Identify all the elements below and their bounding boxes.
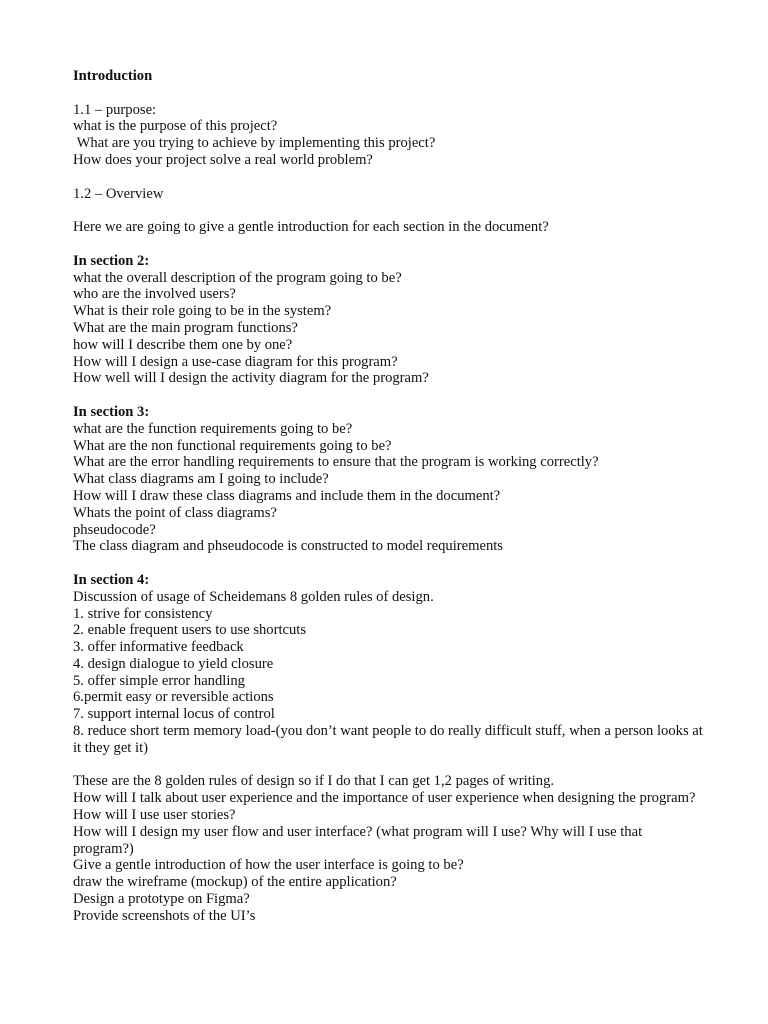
- spacer: [73, 757, 703, 774]
- purpose-heading: 1.1 – purpose:: [73, 101, 157, 118]
- spacer: [73, 202, 703, 219]
- section4-heading: In section 4:: [73, 571, 150, 588]
- spacer: [73, 555, 703, 572]
- section2-line: How will I design a use-case diagram for this program?: [73, 353, 398, 370]
- section4-closing-line: Provide screenshots of the UI’s: [73, 907, 256, 924]
- section4-closing-line: These are the 8 golden rules of design so if I do that I can get 1,2 pages of writing.: [73, 773, 555, 790]
- spacer: [73, 85, 703, 102]
- document-body: [73, 68, 707, 925]
- section4-closing-line: draw the wireframe (mockup) of the entire application?: [73, 874, 397, 891]
- golden-rule-item: 8. reduce short term memory load-(you don’t want people to do really difficult stuff, when a person looks at it they get it): [73, 723, 707, 756]
- section2-line: What is their role going to be in the system?: [73, 303, 332, 320]
- section4-closing-line: How will I use user stories?: [73, 807, 236, 824]
- purpose-line: What are you trying to achieve by implementing this project?: [73, 135, 436, 152]
- golden-rule-item: 3. offer informative feedback: [73, 639, 244, 656]
- section4-closing-line: How will I design my user flow and user interface? (what program will I use? Why will I use that program?): [73, 823, 646, 857]
- spacer: [73, 236, 703, 253]
- section3-line: what are the function requirements going to be?: [73, 420, 353, 437]
- golden-rule-item: 4. design dialogue to yield closure: [73, 655, 274, 672]
- section2-heading: In section 2:: [73, 252, 150, 269]
- section4-closing-line: Give a gentle introduction of how the user interface is going to be?: [73, 857, 464, 874]
- golden-rule-item: 1. strive for consistency: [73, 605, 213, 622]
- spacer: [73, 387, 703, 404]
- golden-rule-item: 7. support internal locus of control: [73, 706, 275, 723]
- section3-line: What are the error handling requirements to ensure that the program is working correctly?: [73, 454, 599, 471]
- overview-text: Here we are going to give a gentle introduction for each section in the document?: [73, 219, 549, 236]
- section4-line: Discussion of usage of Scheidemans 8 golden rules of design.: [73, 588, 434, 605]
- golden-rule-item: 6.permit easy or reversible actions: [73, 689, 274, 706]
- section2-line: What are the main program functions?: [73, 319, 298, 336]
- section3-line: What class diagrams am I going to include?: [73, 471, 329, 488]
- section2-line: How well will I design the activity diagram for the program?: [73, 370, 429, 387]
- section2-line: how will I describe them one by one?: [73, 336, 293, 353]
- document-title: Introduction: [73, 68, 153, 84]
- section4-closing-line: How will I talk about user experience and the importance of user experience when designing the program?: [73, 790, 696, 807]
- golden-rule-item: 5. offer simple error handling: [73, 672, 245, 689]
- section3-line: How will I draw these class diagrams and include them in the document?: [73, 487, 501, 504]
- section3-line: Whats the point of class diagrams?: [73, 504, 277, 521]
- purpose-line: How does your project solve a real world problem?: [73, 151, 373, 168]
- section2-line: what the overall description of the program going to be?: [73, 269, 402, 286]
- section2-line: who are the involved users?: [73, 286, 236, 303]
- section4-closing-line: Design a prototype on Figma?: [73, 891, 250, 908]
- section3-line: phseudocode?: [73, 521, 156, 538]
- section3-line: What are the non functional requirements going to be?: [73, 437, 392, 454]
- section3-line: The class diagram and phseudocode is constructed to model requirements: [73, 538, 503, 555]
- purpose-line: what is the purpose of this project?: [73, 118, 278, 135]
- section3-heading: In section 3:: [73, 403, 150, 420]
- spacer: [73, 169, 703, 186]
- golden-rule-item: 2. enable frequent users to use shortcuts: [73, 622, 307, 639]
- overview-heading: 1.2 – Overview: [73, 185, 164, 202]
